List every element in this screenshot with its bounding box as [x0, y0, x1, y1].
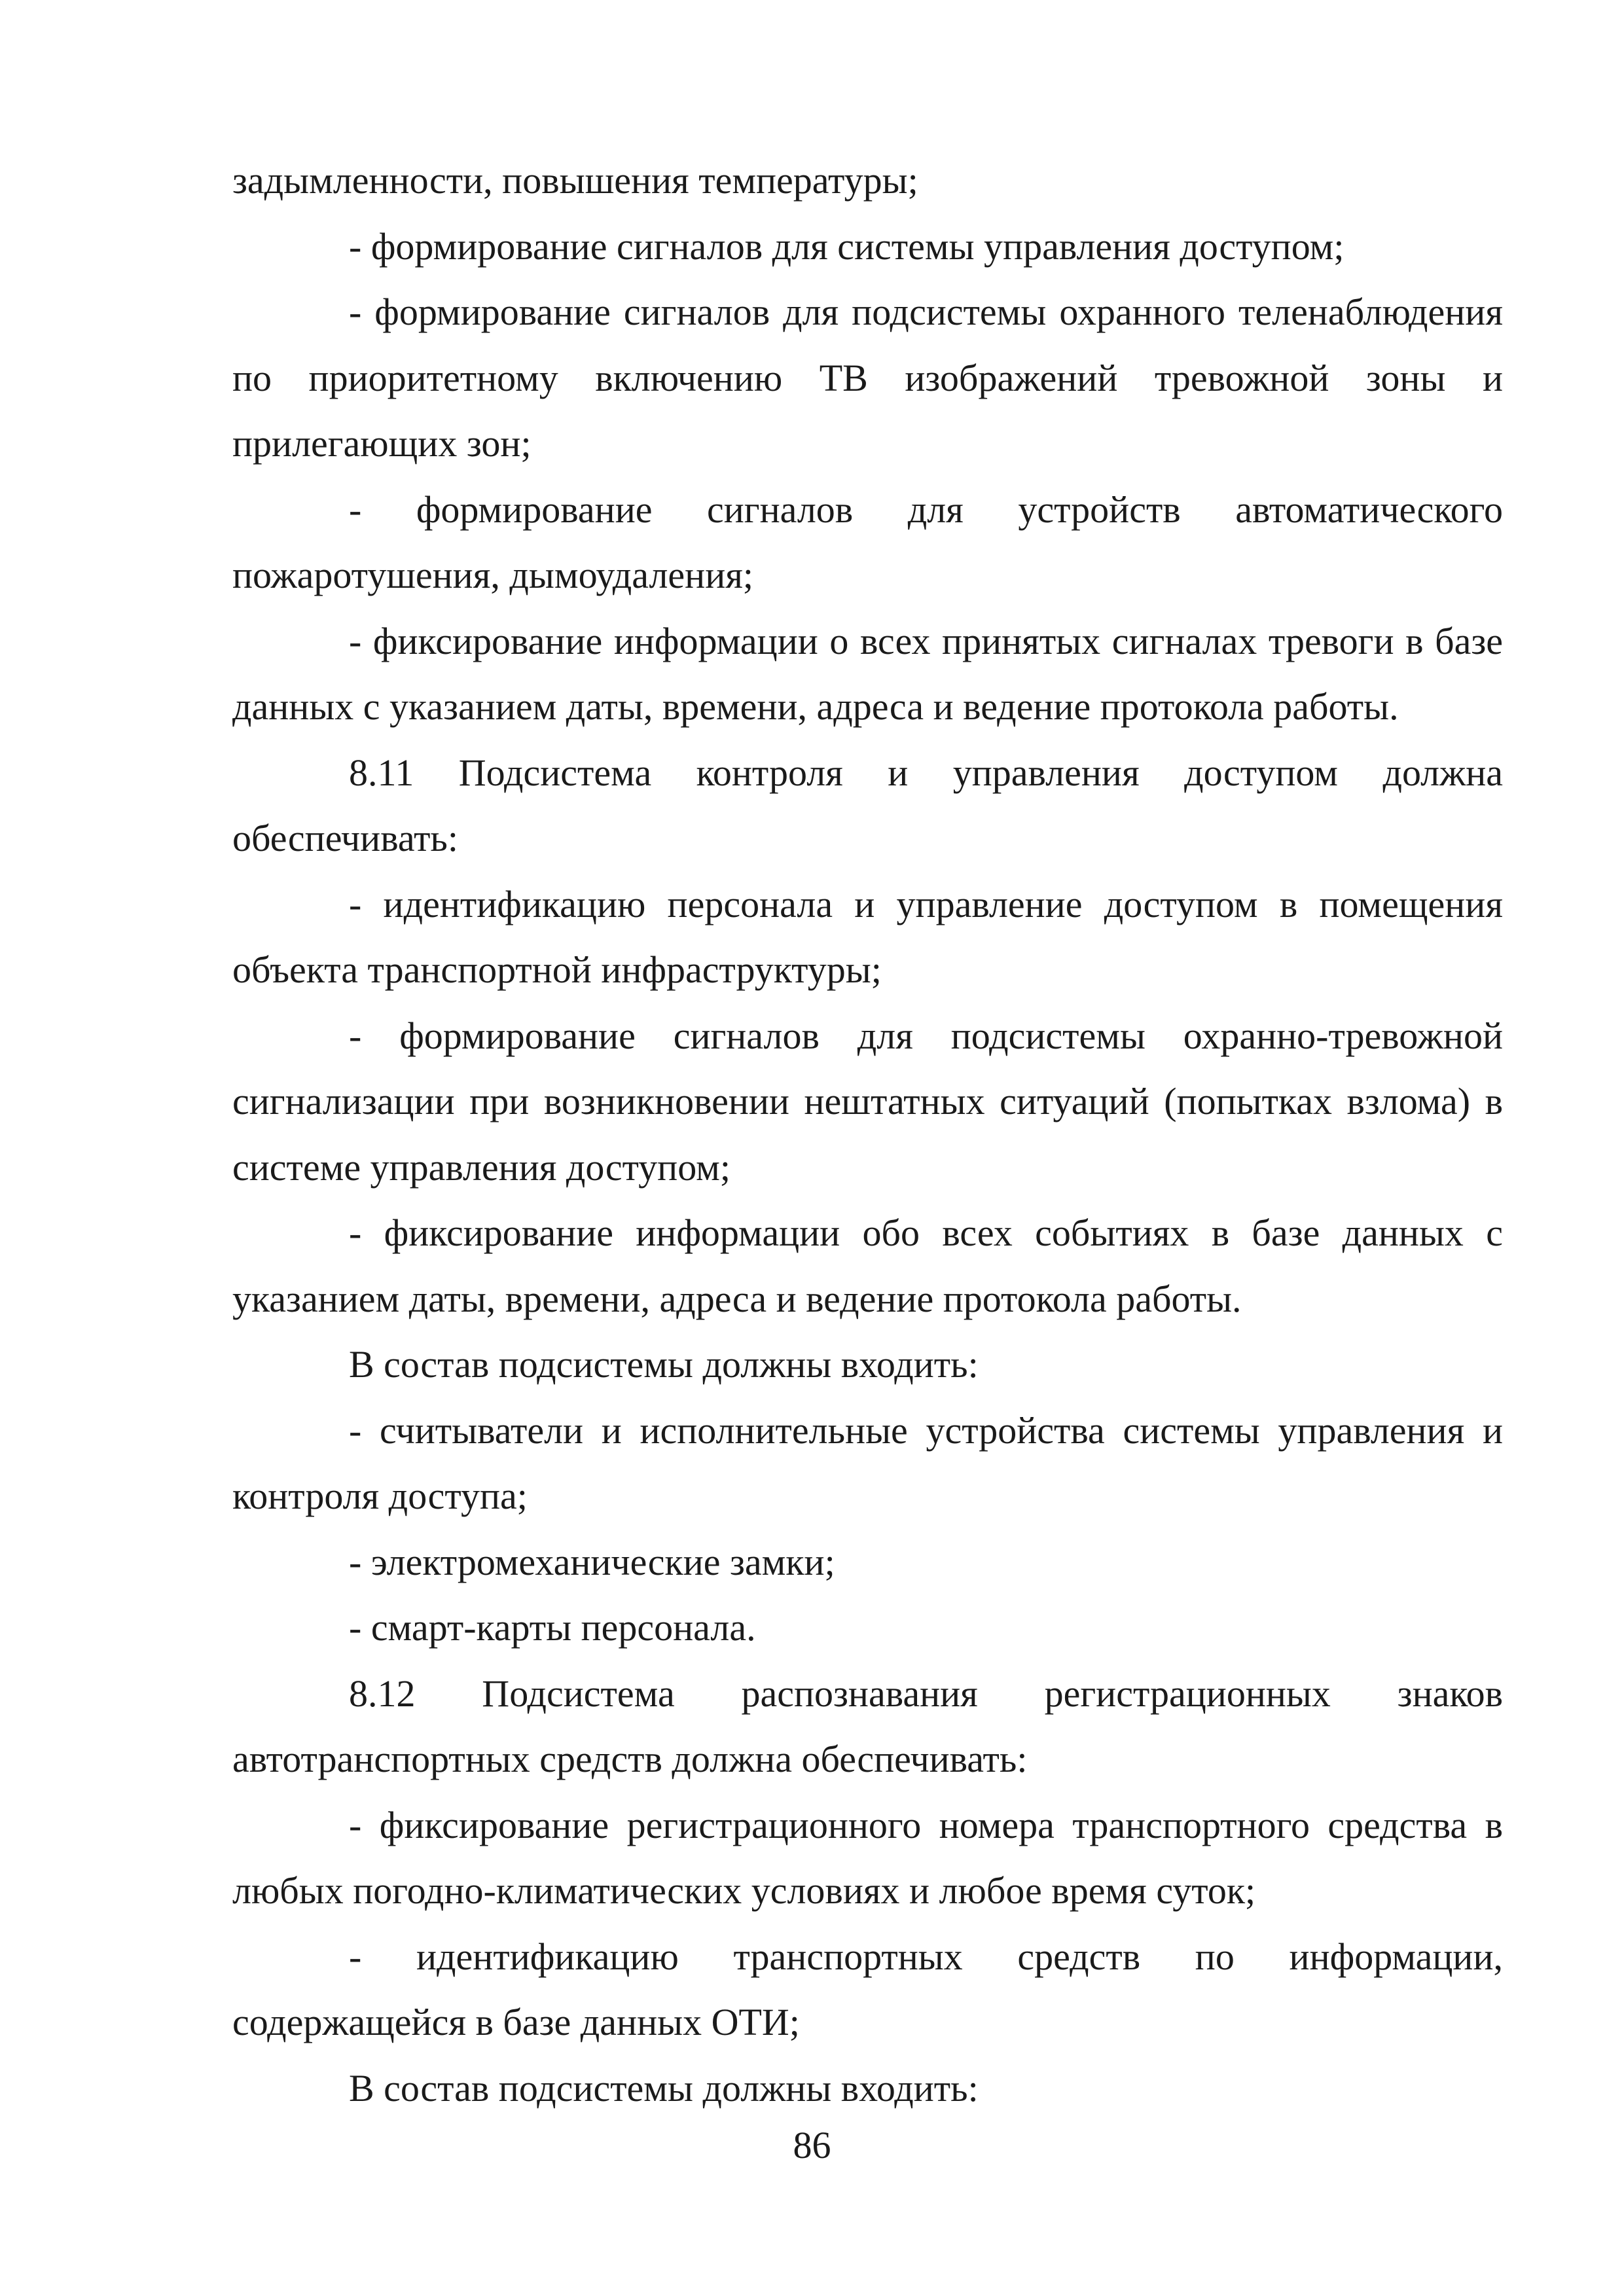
section-paragraph: 8.12 Подсистема распознавания регистрационных знаков автотранспортных средств должна обеспечивать:	[232, 1672, 1503, 1780]
list-item: - электромеханические замки;	[349, 1540, 835, 1583]
list-item: - формирование сигналов для подсистемы охранного теленаблюдения по приоритетному включению ТВ изображений тревожной зоны и прилегающих зон;	[232, 291, 1503, 465]
list-item: - смарт-карты персонала.	[349, 1606, 756, 1649]
list-item: - фиксирование информации обо всех событиях в базе данных с указанием даты, времени, адреса и ведение протокола работы.	[232, 1211, 1503, 1320]
page-body	[232, 148, 1503, 2121]
list-item: - формирование сигналов для системы управления доступом;	[349, 224, 1344, 268]
paragraph-continuation: задымленности, повышения температуры;	[232, 159, 918, 202]
list-item: - идентификацию персонала и управление доступом в помещения объекта транспортной инфраструктуры;	[232, 882, 1503, 991]
list-item: - формирование сигналов для подсистемы охранно-тревожной сигнализации при возникновении нештатных ситуаций (попытках взлома) в системе управления доступом;	[232, 1014, 1503, 1189]
list-item: - формирование сигналов для устройств автоматического пожаротушения, дымоудаления;	[232, 488, 1503, 596]
list-item: - считыватели и исполнительные устройства системы управления и контроля доступа;	[232, 1408, 1503, 1517]
list-item: - фиксирование информации о всех принятых сигналах тревоги в базе данных с указанием даты, времени, адреса и ведение протокола работы.	[232, 619, 1503, 728]
section-paragraph: 8.11 Подсистема контроля и управления доступом должна обеспечивать:	[232, 751, 1503, 859]
page-number: 86	[793, 2124, 831, 2166]
paragraph: В состав подсистемы должны входить:	[349, 2066, 979, 2109]
list-item: - идентификацию транспортных средств по информации, содержащейся в базе данных ОТИ;	[232, 1935, 1503, 2043]
paragraph: В состав подсистемы должны входить:	[349, 1343, 979, 1386]
list-item: - фиксирование регистрационного номера транспортного средства в любых погодно-климатических условиях и любое время суток;	[232, 1803, 1503, 1912]
